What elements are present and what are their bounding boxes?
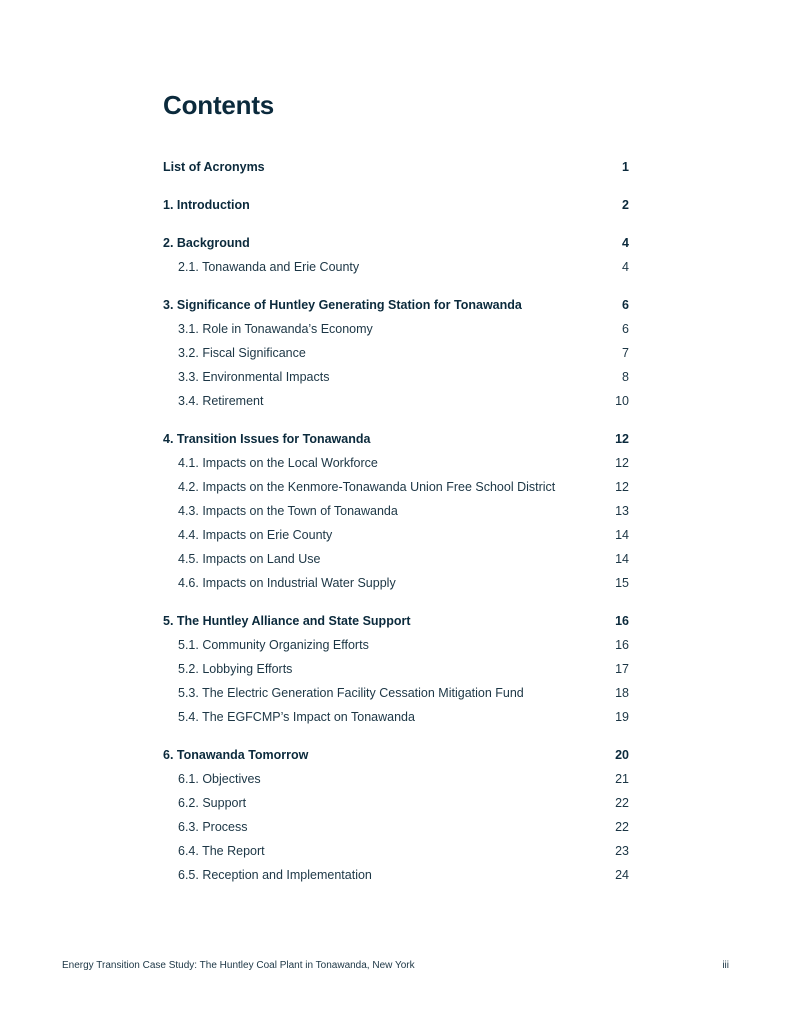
toc-entry-label: 5.4. The EGFCMP’s Impact on Tonawanda bbox=[178, 710, 415, 724]
toc-entry-page: 12 bbox=[615, 456, 629, 470]
toc-entry-label: 3.4. Retirement bbox=[178, 394, 264, 408]
toc-entry-page: 12 bbox=[615, 480, 629, 494]
toc-entry-background[interactable] bbox=[163, 231, 629, 255]
toc-entry-page: 18 bbox=[615, 686, 629, 700]
toc-subentry-4-1[interactable] bbox=[163, 451, 629, 475]
toc-gap bbox=[163, 179, 629, 193]
toc-entry-page: 6 bbox=[622, 322, 629, 336]
toc-entry-label: 4.6. Impacts on Industrial Water Supply bbox=[178, 576, 396, 590]
toc-entry-label: 4.5. Impacts on Land Use bbox=[178, 552, 321, 566]
toc-entry-page: 16 bbox=[615, 638, 629, 652]
toc-subentry-5-1[interactable] bbox=[163, 633, 629, 657]
toc-entry-page: 20 bbox=[615, 748, 629, 762]
toc-entry-label: 4.4. Impacts on Erie County bbox=[178, 528, 333, 542]
toc-entry-page: 17 bbox=[615, 662, 629, 676]
toc-entry-label: 6.4. The Report bbox=[178, 844, 265, 858]
toc-entry-significance[interactable] bbox=[163, 293, 629, 317]
toc-entry-page: 21 bbox=[615, 772, 629, 786]
toc-entry-page: 1 bbox=[622, 160, 629, 174]
toc-entry-tonawanda-tomorrow[interactable] bbox=[163, 743, 629, 767]
toc-entry-page: 14 bbox=[615, 552, 629, 566]
page-title: Contents bbox=[163, 90, 275, 120]
toc-entry-page: 13 bbox=[615, 504, 629, 518]
toc-entry-label: 6.3. Process bbox=[178, 820, 248, 834]
toc-gap bbox=[163, 595, 629, 609]
toc-entry-label: 3. Significance of Huntley Generating Station for Tonawanda bbox=[163, 298, 522, 312]
toc-entry-label: 3.2. Fiscal Significance bbox=[178, 346, 306, 360]
toc-entry-page: 14 bbox=[615, 528, 629, 542]
toc-subentry-3-1[interactable] bbox=[163, 317, 629, 341]
toc-entry-page: 8 bbox=[622, 370, 629, 384]
toc-subentry-5-3[interactable] bbox=[163, 681, 629, 705]
toc-entry-label: 4.3. Impacts on the Town of Tonawanda bbox=[178, 504, 398, 518]
toc-entry-label: 6.5. Reception and Implementation bbox=[178, 868, 372, 882]
toc-entry-page: 6 bbox=[622, 298, 629, 312]
toc-entry-label: 6.2. Support bbox=[178, 796, 247, 810]
toc-subentry-4-3[interactable] bbox=[163, 499, 629, 523]
toc-entry-label: 6. Tonawanda Tomorrow bbox=[163, 748, 309, 762]
toc-entry-label: 4.2. Impacts on the Kenmore-Tonawanda Union Free School District bbox=[178, 480, 556, 494]
toc-subentry-4-4[interactable] bbox=[163, 523, 629, 547]
toc-entry-page: 19 bbox=[615, 710, 629, 724]
toc-entry-page: 16 bbox=[615, 614, 629, 628]
toc-entry-page: 12 bbox=[615, 432, 629, 446]
toc-entry-page: 7 bbox=[622, 346, 629, 360]
toc-entry-transition-issues[interactable] bbox=[163, 427, 629, 451]
toc-gap bbox=[163, 413, 629, 427]
toc-entry-label: 4.1. Impacts on the Local Workforce bbox=[178, 456, 378, 470]
toc-subentry-3-2[interactable] bbox=[163, 341, 629, 365]
toc-entry-label: 6.1. Objectives bbox=[178, 772, 261, 786]
toc-entry-label: 2.1. Tonawanda and Erie County bbox=[178, 260, 360, 274]
toc-entry-label: 3.1. Role in Tonawanda’s Economy bbox=[178, 322, 373, 336]
page-footer bbox=[62, 960, 729, 971]
toc-entry-label: 5. The Huntley Alliance and State Support bbox=[163, 614, 411, 628]
toc-entry-page: 15 bbox=[615, 576, 629, 590]
toc-gap bbox=[163, 217, 629, 231]
toc-subentry-4-5[interactable] bbox=[163, 547, 629, 571]
toc-subentry-4-6[interactable] bbox=[163, 571, 629, 595]
toc-entry-label: 5.1. Community Organizing Efforts bbox=[178, 638, 369, 652]
toc-subentry-6-4[interactable] bbox=[163, 839, 629, 863]
toc-entry-label: 1. Introduction bbox=[163, 198, 250, 212]
toc-entry-page: 2 bbox=[622, 198, 629, 212]
toc-entry-page: 23 bbox=[615, 844, 629, 858]
toc-entry-label: 3.3. Environmental Impacts bbox=[178, 370, 330, 384]
footer-page-number: iii bbox=[722, 960, 729, 971]
toc-entry-page: 24 bbox=[615, 868, 629, 882]
toc-subentry-5-2[interactable] bbox=[163, 657, 629, 681]
toc-entry-introduction[interactable] bbox=[163, 193, 629, 217]
toc-subentry-6-5[interactable] bbox=[163, 863, 629, 887]
toc-subentry-3-3[interactable] bbox=[163, 365, 629, 389]
toc-subentry-6-1[interactable] bbox=[163, 767, 629, 791]
footer-title: Energy Transition Case Study: The Huntley Coal Plant in Tonawanda, New York bbox=[62, 960, 415, 971]
toc-entry-page: 22 bbox=[615, 820, 629, 834]
toc-subentry-5-4[interactable] bbox=[163, 705, 629, 729]
toc-subentry-4-2[interactable] bbox=[163, 475, 629, 499]
toc-gap bbox=[163, 729, 629, 743]
toc-entry-label: 5.2. Lobbying Efforts bbox=[178, 662, 293, 676]
toc-entry-huntley-alliance[interactable] bbox=[163, 609, 629, 633]
toc-subentry-6-2[interactable] bbox=[163, 791, 629, 815]
toc-entry-label: List of Acronyms bbox=[163, 160, 265, 174]
toc-entry-label: 5.3. The Electric Generation Facility Cessation Mitigation Fund bbox=[178, 686, 524, 700]
toc-entry-list-of-acronyms[interactable] bbox=[163, 155, 629, 179]
table-of-contents bbox=[163, 155, 629, 887]
toc-gap bbox=[163, 279, 629, 293]
toc-subentry-2-1[interactable] bbox=[163, 255, 629, 279]
toc-entry-page: 10 bbox=[615, 394, 629, 408]
toc-entry-label: 4. Transition Issues for Tonawanda bbox=[163, 432, 371, 446]
toc-entry-page: 22 bbox=[615, 796, 629, 810]
toc-entry-page: 4 bbox=[622, 260, 629, 274]
toc-entry-label: 2. Background bbox=[163, 236, 250, 250]
toc-subentry-3-4[interactable] bbox=[163, 389, 629, 413]
toc-entry-page: 4 bbox=[622, 236, 629, 250]
toc-subentry-6-3[interactable] bbox=[163, 815, 629, 839]
